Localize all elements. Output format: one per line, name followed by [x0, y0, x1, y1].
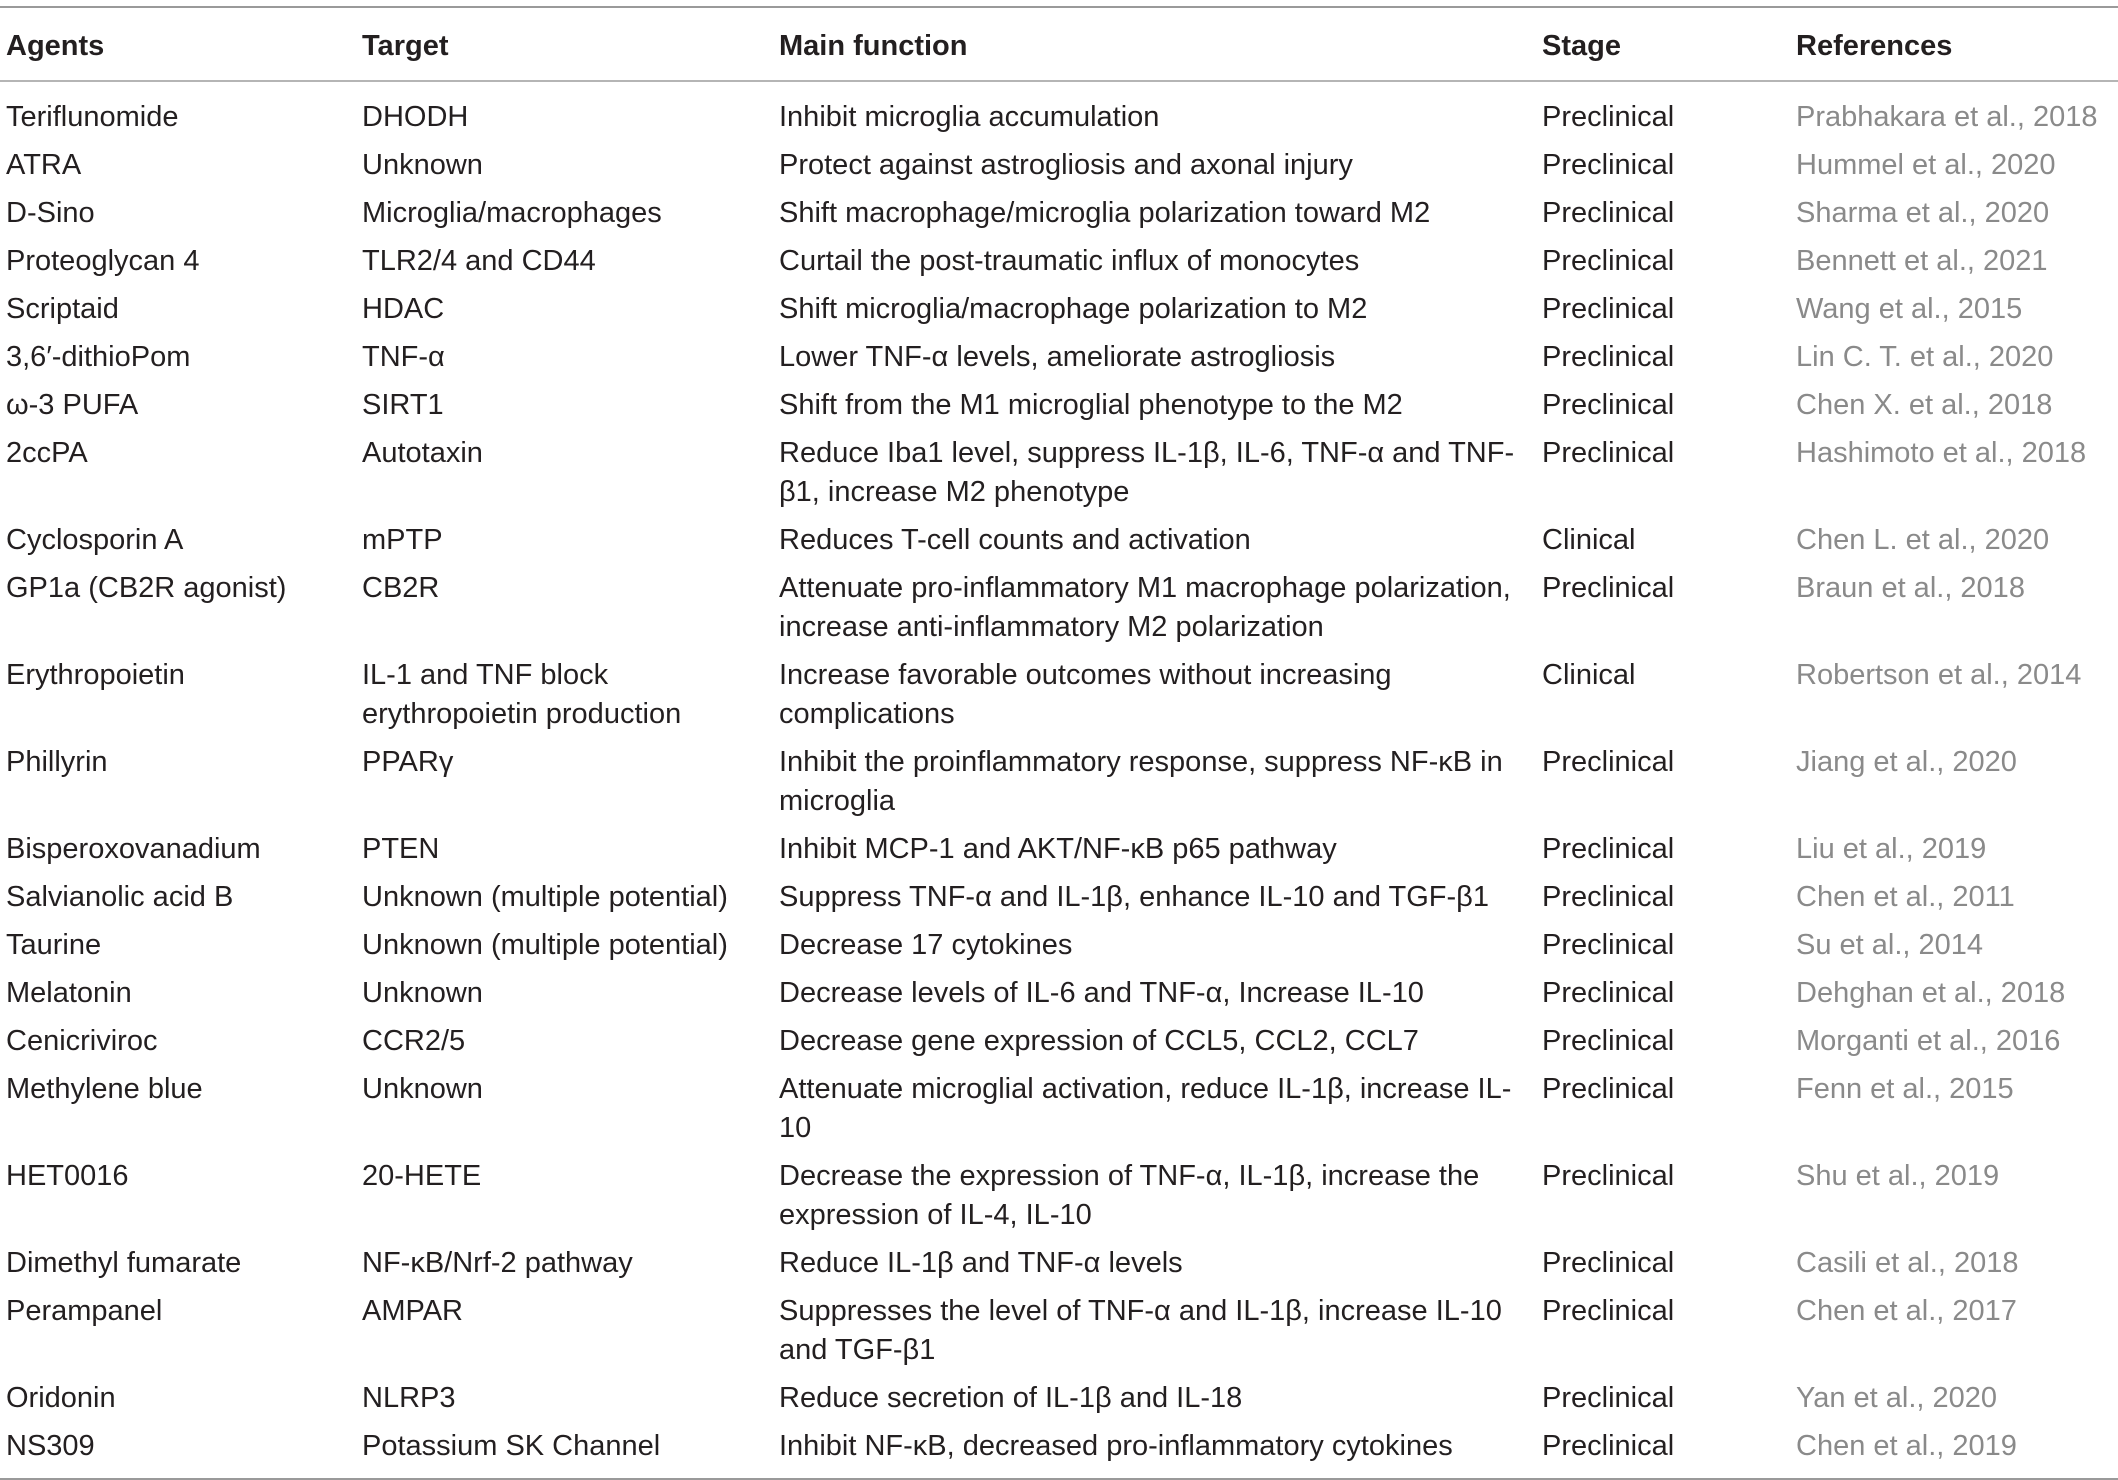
cell-main-function: Decrease 17 cytokines [779, 929, 1073, 961]
table-header [0, 7, 2118, 81]
cell-stage: Preclinical [1542, 929, 1675, 961]
cell-target: SIRT1 [362, 389, 444, 421]
cell-main-function: Reduce IL-1β and TNF-α levels [779, 1247, 1183, 1279]
table-row [0, 651, 2118, 738]
cell-agent: Scriptaid [6, 293, 119, 325]
cell-main-function: Curtail the post-traumatic influx of monocytes [779, 245, 1360, 277]
table-body [0, 81, 2118, 1479]
cell-reference: Chen X. et al., 2018 [1796, 389, 2053, 421]
cell-target: Unknown (multiple potential) [362, 881, 728, 913]
cell-agent: Teriflunomide [6, 101, 179, 133]
cell-reference: Fenn et al., 2015 [1796, 1073, 2014, 1105]
cell-main-function: Inhibit MCP-1 and AKT/NF-κB p65 pathway [779, 833, 1337, 865]
cell-main-function: Shift macrophage/microglia polarization toward M2 [779, 197, 1431, 229]
cell-agent: GP1a (CB2R agonist) [6, 572, 287, 604]
cell-agent: 3,6′-dithioPom [6, 341, 191, 373]
table-row [0, 381, 2118, 429]
cell-agent: HET0016 [6, 1160, 129, 1192]
header-agents: Agents [6, 29, 105, 62]
cell-stage: Preclinical [1542, 1025, 1675, 1057]
cell-target: Autotaxin [362, 437, 483, 469]
cell-stage: Preclinical [1542, 572, 1675, 604]
table-row [0, 1239, 2118, 1287]
cell-target: Unknown [362, 1073, 483, 1105]
cell-main-function: Increase favorable outcomes without increasing complications [779, 659, 1392, 730]
cell-main-function: Decrease the expression of TNF-α, IL-1β, increase the expression of IL-4, IL-10 [779, 1160, 1480, 1231]
cell-stage: Preclinical [1542, 833, 1675, 865]
cell-target: NLRP3 [362, 1382, 456, 1414]
cell-target: Potassium SK Channel [362, 1430, 661, 1462]
cell-agent: Erythropoietin [6, 659, 185, 691]
cell-target: HDAC [362, 293, 445, 325]
cell-target: CB2R [362, 572, 440, 604]
cell-target: Unknown [362, 977, 483, 1009]
cell-main-function: Suppress TNF-α and IL-1β, enhance IL-10 and TGF-β1 [779, 881, 1489, 913]
cell-main-function: Attenuate pro-inflammatory M1 macrophage polarization, increase anti-inflammatory M2 polarization [779, 572, 1511, 643]
cell-target: mPTP [362, 524, 443, 556]
cell-reference: Liu et al., 2019 [1796, 833, 1987, 865]
table-row [0, 825, 2118, 873]
table-row [0, 333, 2118, 381]
table-row [0, 1017, 2118, 1065]
table-row [0, 921, 2118, 969]
table-row [0, 285, 2118, 333]
cell-agent: Methylene blue [6, 1073, 203, 1105]
cell-main-function: Shift microglia/macrophage polarization to M2 [779, 293, 1368, 325]
cell-stage: Preclinical [1542, 1295, 1675, 1327]
cell-agent: Salvianolic acid B [6, 881, 234, 913]
header-target: Target [362, 29, 449, 62]
cell-reference: Morganti et al., 2016 [1796, 1025, 2061, 1057]
cell-stage: Clinical [1542, 524, 1636, 556]
header-stage: Stage [1542, 29, 1621, 62]
cell-reference: Hummel et al., 2020 [1796, 149, 2056, 181]
table-row [0, 1065, 2118, 1152]
table-row [0, 873, 2118, 921]
cell-stage: Preclinical [1542, 293, 1675, 325]
cell-reference: Dehghan et al., 2018 [1796, 977, 2066, 1009]
cell-target: AMPAR [362, 1295, 463, 1327]
table-row [0, 1374, 2118, 1422]
cell-reference: Chen et al., 2019 [1796, 1430, 2017, 1462]
header-references: References [1796, 29, 1953, 62]
table-row [0, 189, 2118, 237]
cell-main-function: Shift from the M1 microglial phenotype to the M2 [779, 389, 1403, 421]
table-row [0, 564, 2118, 651]
cell-main-function: Attenuate microglial activation, reduce IL-1β, increase IL-10 [779, 1073, 1512, 1144]
header-row [0, 7, 2118, 81]
agents-table-container [0, 6, 2118, 1480]
cell-reference: Shu et al., 2019 [1796, 1160, 2000, 1192]
cell-target: PPARγ [362, 746, 454, 778]
cell-agent: Proteoglycan 4 [6, 245, 200, 277]
cell-main-function: Decrease gene expression of CCL5, CCL2, CCL7 [779, 1025, 1419, 1057]
cell-agent: Bisperoxovanadium [6, 833, 261, 865]
cell-stage: Preclinical [1542, 389, 1675, 421]
cell-target: IL-1 and TNF block erythropoietin production [362, 659, 682, 730]
cell-stage: Preclinical [1542, 1430, 1675, 1462]
cell-stage: Preclinical [1542, 1382, 1675, 1414]
cell-agent: Melatonin [6, 977, 132, 1009]
cell-reference: Bennett et al., 2021 [1796, 245, 2048, 277]
cell-agent: D-Sino [6, 197, 95, 229]
cell-reference: Prabhakara et al., 2018 [1796, 101, 2098, 133]
cell-stage: Preclinical [1542, 881, 1675, 913]
cell-agent: Oridonin [6, 1382, 116, 1414]
cell-stage: Clinical [1542, 659, 1636, 691]
cell-main-function: Suppresses the level of TNF-α and IL-1β, increase IL-10 and TGF-β1 [779, 1295, 1502, 1366]
table-row [0, 1152, 2118, 1239]
cell-reference: Su et al., 2014 [1796, 929, 1984, 961]
cell-agent: NS309 [6, 1430, 95, 1462]
table-row [0, 738, 2118, 825]
cell-agent: Perampanel [6, 1295, 163, 1327]
cell-target: TLR2/4 and CD44 [362, 245, 596, 277]
cell-agent: ATRA [6, 149, 82, 181]
cell-reference: Chen et al., 2011 [1796, 881, 2015, 913]
cell-reference: Chen L. et al., 2020 [1796, 524, 2050, 556]
cell-target: DHODH [362, 101, 469, 133]
cell-stage: Preclinical [1542, 341, 1675, 373]
cell-reference: Hashimoto et al., 2018 [1796, 437, 2087, 469]
cell-stage: Preclinical [1542, 101, 1675, 133]
cell-reference: Chen et al., 2017 [1796, 1295, 2017, 1327]
cell-stage: Preclinical [1542, 1073, 1675, 1105]
cell-main-function: Reduce secretion of IL-1β and IL-18 [779, 1382, 1243, 1414]
cell-target: TNF-α [362, 341, 445, 373]
cell-agent: Phillyrin [6, 746, 108, 778]
table-row [0, 969, 2118, 1017]
cell-reference: Casili et al., 2018 [1796, 1247, 2019, 1279]
cell-stage: Preclinical [1542, 977, 1675, 1009]
cell-target: Microglia/macrophages [362, 197, 662, 229]
cell-stage: Preclinical [1542, 437, 1675, 469]
cell-stage: Preclinical [1542, 245, 1675, 277]
cell-stage: Preclinical [1542, 149, 1675, 181]
cell-target: PTEN [362, 833, 440, 865]
table-row [0, 81, 2118, 141]
cell-reference: Jiang et al., 2020 [1796, 746, 2017, 778]
cell-main-function: Inhibit the proinflammatory response, suppress NF-κB in microglia [779, 746, 1503, 817]
table-row [0, 429, 2118, 516]
cell-stage: Preclinical [1542, 746, 1675, 778]
cell-stage: Preclinical [1542, 1160, 1675, 1192]
cell-main-function: Inhibit NF-κB, decreased pro-inflammatory cytokines [779, 1430, 1453, 1462]
cell-agent: Dimethyl fumarate [6, 1247, 242, 1279]
cell-agent: Taurine [6, 929, 102, 961]
table-row [0, 1422, 2118, 1479]
cell-target: NF-κB/Nrf-2 pathway [362, 1247, 633, 1279]
cell-main-function: Lower TNF-α levels, ameliorate astrogliosis [779, 341, 1336, 373]
cell-main-function: Protect against astrogliosis and axonal injury [779, 149, 1353, 181]
table-row [0, 516, 2118, 564]
table-row [0, 237, 2118, 285]
cell-reference: Wang et al., 2015 [1796, 293, 2023, 325]
header-main-function: Main function [779, 29, 968, 62]
cell-agent: ω-3 PUFA [6, 389, 139, 421]
cell-target: 20-HETE [362, 1160, 482, 1192]
cell-reference: Yan et al., 2020 [1796, 1382, 1998, 1414]
cell-main-function: Reduces T-cell counts and activation [779, 524, 1251, 556]
cell-agent: Cenicriviroc [6, 1025, 158, 1057]
cell-stage: Preclinical [1542, 197, 1675, 229]
cell-reference: Robertson et al., 2014 [1796, 659, 2082, 691]
cell-main-function: Inhibit microglia accumulation [779, 101, 1160, 133]
agents-table [0, 6, 2118, 1480]
cell-target: Unknown (multiple potential) [362, 929, 728, 961]
cell-main-function: Reduce Iba1 level, suppress IL-1β, IL-6, TNF-α and TNF-β1, increase M2 phenotype [779, 437, 1515, 508]
cell-target: Unknown [362, 149, 483, 181]
cell-stage: Preclinical [1542, 1247, 1675, 1279]
table-row [0, 141, 2118, 189]
cell-agent: Cyclosporin A [6, 524, 184, 556]
cell-agent: 2ccPA [6, 437, 88, 469]
cell-reference: Braun et al., 2018 [1796, 572, 2025, 604]
cell-main-function: Decrease levels of IL-6 and TNF-α, Increase IL-10 [779, 977, 1424, 1009]
cell-target: CCR2/5 [362, 1025, 466, 1057]
table-row [0, 1287, 2118, 1374]
cell-reference: Lin C. T. et al., 2020 [1796, 341, 2054, 373]
cell-reference: Sharma et al., 2020 [1796, 197, 2050, 229]
